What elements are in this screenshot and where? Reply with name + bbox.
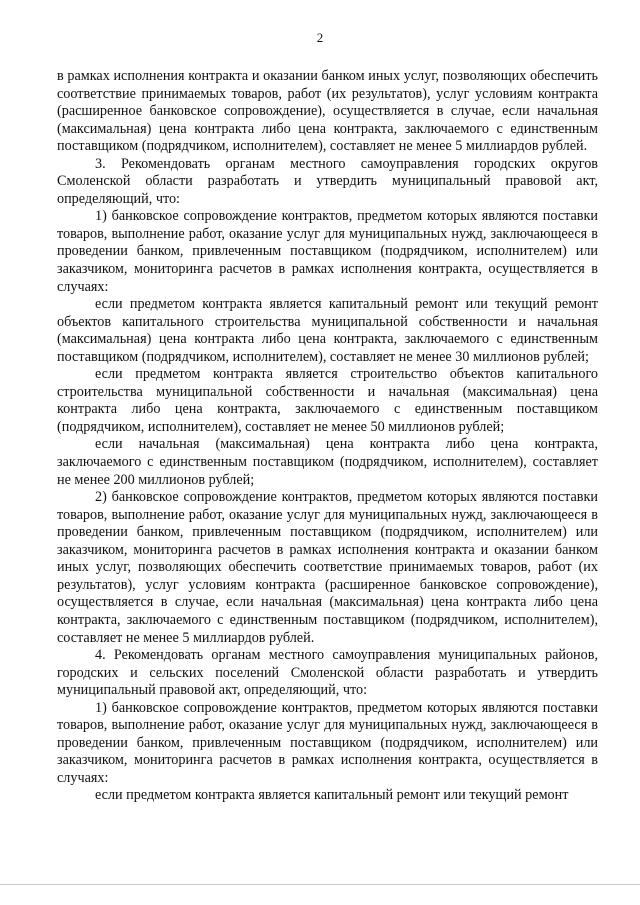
document-body (57, 68, 598, 805)
paragraph-item-3-2: 2) банковское сопровождение контрактов, предметом которых являются поставки товаров, выполнение работ, оказание услуг для муниципальных нужд, заключающееся в проведении банком, привлеченным поставщиком (подрядчиком, исполнителем) или заказчиком, мониторинга расчетов в рамках исполнения контракта и оказании банком иных услуг, позволяющих обеспечить соответствие принимаемых товаров, работ (их результатов), услуг условиям контракта (расширенное банковское сопровождение), осуществляется в случае, если начальная (максимальная) цена контракта либо цена контракта, заключаемого с единственным поставщиком (подрядчиком, исполнителем), составляет не менее 5 миллиардов рублей. (57, 489, 598, 646)
page-bottom-edge (0, 884, 640, 885)
paragraph-case-construction: если предметом контракта является строительство объектов капитального строительства муниципальной собственности и начальная (максимальная) цена контракта либо цена контракта, заключаемого с единственным поставщиком (подрядчиком, исполнителем), составляет не менее 50 миллионов рублей; (57, 366, 598, 435)
paragraph-case-capital-repair: если предметом контракта является капитальный ремонт или текущий ремонт объектов капитального строительства муниципальной собственности и начальная (максимальная) цена контракта либо цена контракта, заключаемого с единственным поставщиком (подрядчиком, исполнителем), составляет не менее 30 миллионов рублей; (57, 296, 598, 365)
paragraph-item-4: 4. Рекомендовать органам местного самоуправления муниципальных районов, городских и сельских поселений Смоленской области разработать и утвердить муниципальный правовой акт, определяющий, что: (57, 647, 598, 699)
page-number: 2 (316, 30, 324, 45)
paragraph-item-4-1: 1) банковское сопровождение контрактов, предметом которых являются поставки товаров, выполнение работ, оказание услуг для муниципальных нужд, заключающееся в проведении банком, привлеченным поставщиком (подрядчиком, исполнителем) или заказчиком, мониторинга расчетов в рамках исполнения контракта, осуществляется в случаях: (57, 699, 598, 786)
paragraph-case-200-million: если начальная (максимальная) цена контракта либо цена контракта, заключаемого с единственным поставщиком (подрядчиком, исполнителем), составляет не менее 200 миллионов рублей; (57, 436, 598, 488)
paragraph-continuation: в рамках исполнения контракта и оказании банком иных услуг, позволяющих обеспечить соответствие принимаемых товаров, работ (их результатов), услуг условиям контракта (расширенное банковское сопровождение), осуществляется в случае, если начальная (максимальная) цена контракта либо цена контракта, заключаемого с единственным поставщиком (подрядчиком, исполнителем), составляет не менее 5 миллиардов рублей. (57, 68, 598, 155)
paragraph-case-capital-repair-2: если предметом контракта является капитальный ремонт или текущий ремонт (95, 787, 569, 804)
paragraph-item-3-1: 1) банковское сопровождение контрактов, предметом которых являются поставки товаров, выполнение работ, оказание услуг для муниципальных нужд, заключающееся в проведении банком, привлеченным поставщиком (подрядчиком, исполнителем) или заказчиком, мониторинга расчетов в рамках исполнения контракта, осуществляется в случаях: (57, 208, 598, 295)
paragraph-item-3: 3. Рекомендовать органам местного самоуправления городских округов Смоленской области разработать и утвердить муниципальный правовой акт, определяющий, что: (57, 155, 598, 207)
